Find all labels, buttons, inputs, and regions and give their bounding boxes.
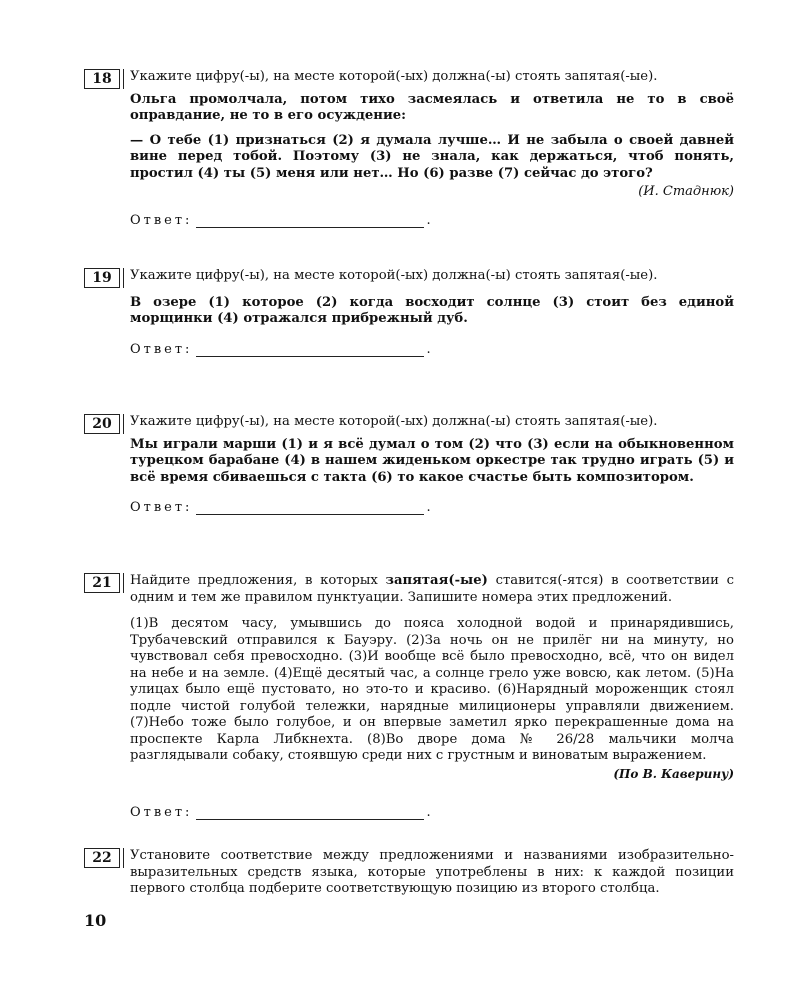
instruction-part: ставится(-ятся) в соответствии с одним и тем же правилом пунктуации. Запишите номера этих предложений. (130, 573, 734, 605)
task-body (130, 848, 734, 904)
task-body (130, 69, 734, 228)
task-instruction: Установите соответствие между предложениями и названиями изобразительно-выразительных средств языка, которые употреблены в них: к каждой позиции первого столбца подберите соответствующую позицию из второго столбца. (130, 848, 734, 896)
answer-input-line[interactable] (196, 342, 424, 357)
task-number: 22 (84, 848, 120, 868)
task-number: 21 (84, 573, 120, 593)
answer-input-line[interactable] (196, 805, 424, 820)
instruction-part: Найдите предложения, в которых (130, 573, 386, 588)
task-body (130, 268, 734, 357)
task-text: В озере (1) которое (2) когда восходит солнце (3) стоит без единой морщинки (4) отражался прибрежный дуб. (130, 294, 734, 326)
task-number: 20 (84, 414, 120, 434)
task-instruction: Укажите цифру(-ы), на месте которой(-ых) должна(-ы) стоять запятая(-ые). (130, 69, 658, 84)
task-text (130, 92, 734, 183)
answer-field: Ответ: . (130, 341, 431, 357)
page-number: 10 (84, 911, 107, 930)
answer-label: Ответ: (130, 804, 193, 820)
task-instruction (130, 573, 734, 606)
answer-field: Ответ: . (130, 500, 431, 515)
answer-field: Ответ: . (130, 213, 431, 228)
text-paragraph: Ольга промолчала, потом тихо засмеялась и ответила не то в своё оправдание, не то в его осуждение: (130, 91, 734, 123)
answer-input-line[interactable] (196, 500, 424, 515)
instruction-highlight: запятая(-ые) (385, 573, 488, 588)
answer-input-line[interactable] (196, 213, 424, 228)
task-text: Мы играли марши (1) и я всё думал о том (2) что (3) если на обыкновенном турецком барабане (4) в нашем жиденьком оркестре так трудно играть (5) и всё время сбиваешься с такта (6) то какое счастье быть композитором. (130, 436, 734, 485)
task-number: 19 (84, 268, 120, 288)
task-instruction: Укажите цифру(-ы), на месте которой(-ых) должна(-ы) стоять запятая(-ые). (130, 414, 658, 429)
text-paragraph: — О тебе (1) признаться (2) я думала лучше… И не забыла о своей давней вине перед тобой. Поэтому (3) не знала, как держаться, чтоб понять, простил (4) ты (5) меня или нет… Но (6) разве (7) сейчас до этого? (130, 132, 734, 181)
answer-label: Ответ: (130, 500, 193, 515)
author-citation: (По В. Каверину) (613, 766, 734, 781)
task-body (130, 573, 734, 820)
task-text: (1)В десятом часу, умывшись до пояса холодной водой и принарядившись, Трубачевский отправился к Бауэру. (2)За ночь он не прилёг ни на минуту, но чувствовал себя превосходно. (3)И вообще всё было превосходно, всё, что он видел на небе и на земле. (4)Ещё десятый час, а солнце грело уже вовсю, как летом. (5)На улицах было ещё пустовато, но это-то и красиво. (6)Нарядный мороженщик стоял подле чистой голубой тележки, нарядные милиционеры управляли движением. (7)Небо тоже было голубое, и он впервые заметил ярко перекрашенные дома на проспекте Карла Либкнехта. (8)Во дворе дома № 26/28 мальчики молча разглядывали собаку, стоявшую среди них с грустным и виноватым выражением. (130, 616, 734, 763)
answer-label: Ответ: (130, 213, 193, 228)
author-citation: (И. Стаднюк) (638, 184, 734, 199)
answer-label: Ответ: (130, 341, 193, 357)
task-body (130, 414, 734, 515)
task-number: 18 (84, 69, 120, 89)
answer-field: Ответ: . (130, 804, 431, 820)
task-instruction: Укажите цифру(-ы), на месте которой(-ых) должна(-ы) стоять запятая(-ые). (130, 268, 658, 283)
